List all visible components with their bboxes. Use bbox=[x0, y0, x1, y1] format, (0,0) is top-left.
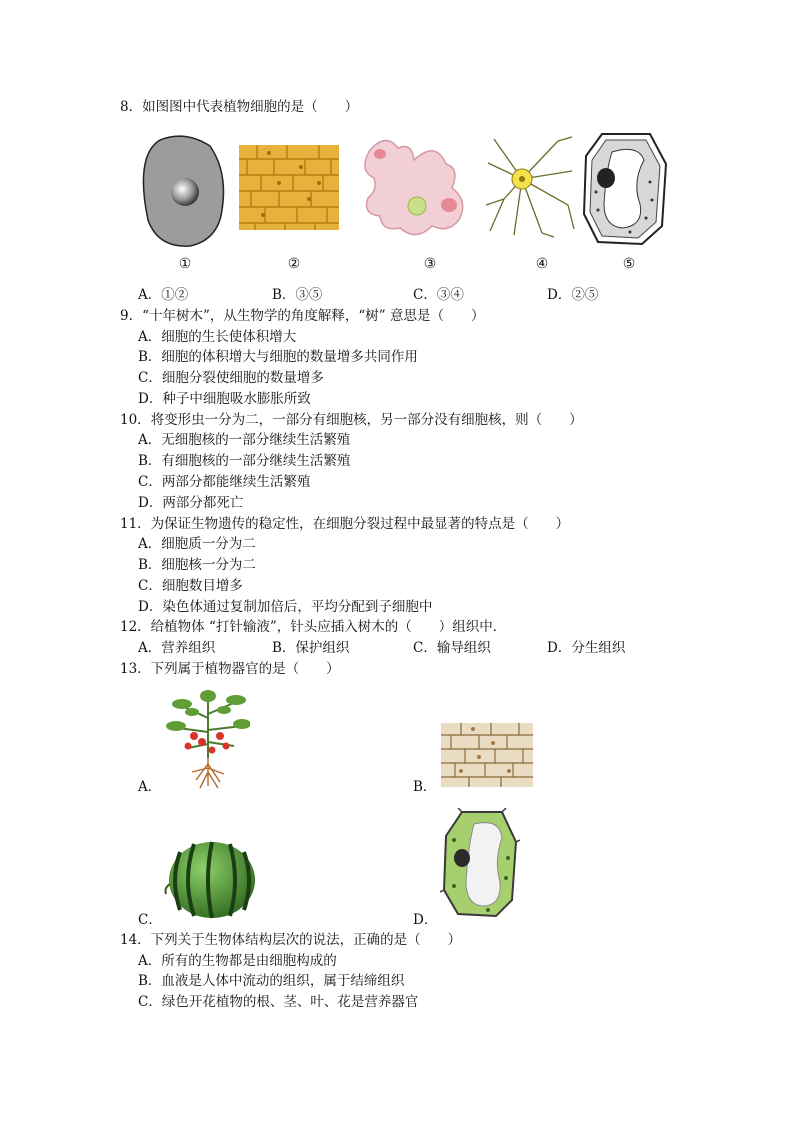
q8-image-2-plant-tissue bbox=[239, 145, 339, 230]
q8-option-d: D．②⑤ bbox=[547, 287, 599, 303]
q12-option-d: D．分生组织 bbox=[547, 640, 626, 656]
q8-stem: 8．如图图中代表植物细胞的是（ ） bbox=[120, 99, 359, 115]
q14-stem: 14．下列关于生物体结构层次的说法，正确的是（ ） bbox=[120, 932, 462, 948]
q14-option-b: B．血液是人体中流动的组织，属于结缔组织 bbox=[138, 973, 405, 989]
q13-option-d: D． bbox=[413, 912, 438, 928]
q8-option-a: A．①② bbox=[138, 287, 189, 303]
q12-option-c: C．输导组织 bbox=[413, 640, 491, 656]
q12-option-b: B．保护组织 bbox=[272, 640, 350, 656]
q13-image-a-tomato-plant bbox=[162, 688, 250, 790]
q11-option-a: A．细胞质一分为二 bbox=[138, 536, 256, 552]
q8-option-b: B．③⑤ bbox=[272, 287, 323, 303]
q8-label-3: ③ bbox=[423, 256, 437, 272]
q8-label-5: ⑤ bbox=[622, 256, 636, 272]
q10-option-b: B．有细胞核的一部分继续生活繁殖 bbox=[138, 453, 351, 469]
q9-option-c: C．细胞分裂使细胞的数量增多 bbox=[138, 370, 324, 386]
q11-option-b: B．细胞核一分为二 bbox=[138, 557, 256, 573]
q13-option-c: C． bbox=[138, 912, 162, 928]
q10-option-d: D．两部分都死亡 bbox=[138, 495, 244, 511]
q13-option-b: B． bbox=[413, 779, 437, 795]
q9-option-d: D．种子中细胞吸水膨胀所致 bbox=[138, 391, 311, 407]
q14-option-a: A．所有的生物都是由细胞构成的 bbox=[138, 953, 337, 969]
q11-stem: 11．为保证生物遗传的稳定性，在细胞分裂过程中最显著的特点是（ ） bbox=[120, 516, 570, 532]
q13-option-a: A． bbox=[138, 779, 162, 795]
q9-stem: 9．“十年树木”，从生物学的角度解释，“树” 意思是（ ） bbox=[120, 308, 485, 324]
q10-option-c: C．两部分都能继续生活繁殖 bbox=[138, 474, 311, 490]
q13-image-d-plant-cell bbox=[440, 808, 520, 920]
q9-option-a: A．细胞的生长使体积增大 bbox=[138, 329, 297, 345]
q11-option-c: C．细胞数目增多 bbox=[138, 578, 243, 594]
q9-option-b: B．细胞的体积增大与细胞的数量增多共同作用 bbox=[138, 349, 418, 365]
q13-image-b-plant-tissue bbox=[441, 723, 533, 787]
q8-image-3-amoeba bbox=[356, 130, 476, 242]
q12-option-a: A．营养组织 bbox=[138, 640, 216, 656]
q8-option-c: C．③④ bbox=[413, 287, 464, 303]
q8-label-1: ① bbox=[178, 256, 192, 272]
q14-option-c: C．绿色开花植物的根、茎、叶、花是营养器官 bbox=[138, 994, 419, 1010]
q8-image-1-animal-cell bbox=[140, 132, 226, 250]
q8-image-4-neuron bbox=[484, 135, 576, 239]
q10-stem: 10．将变形虫一分为二，一部分有细胞核，另一部分没有细胞核，则（ ） bbox=[120, 412, 583, 428]
q13-image-c-watermelon bbox=[162, 838, 258, 920]
q8-image-5-plant-cell bbox=[580, 130, 668, 246]
q12-stem: 12．给植物体 “打针输液”，针头应插入树木的（ ）组织中． bbox=[120, 619, 507, 635]
q10-option-a: A．无细胞核的一部分继续生活繁殖 bbox=[138, 432, 351, 448]
q8-label-4: ④ bbox=[535, 256, 549, 272]
q8-label-2: ② bbox=[287, 256, 301, 272]
q11-option-d: D．染色体通过复制加倍后，平均分配到子细胞中 bbox=[138, 599, 433, 615]
q13-stem: 13．下列属于植物器官的是（ ） bbox=[120, 661, 340, 677]
